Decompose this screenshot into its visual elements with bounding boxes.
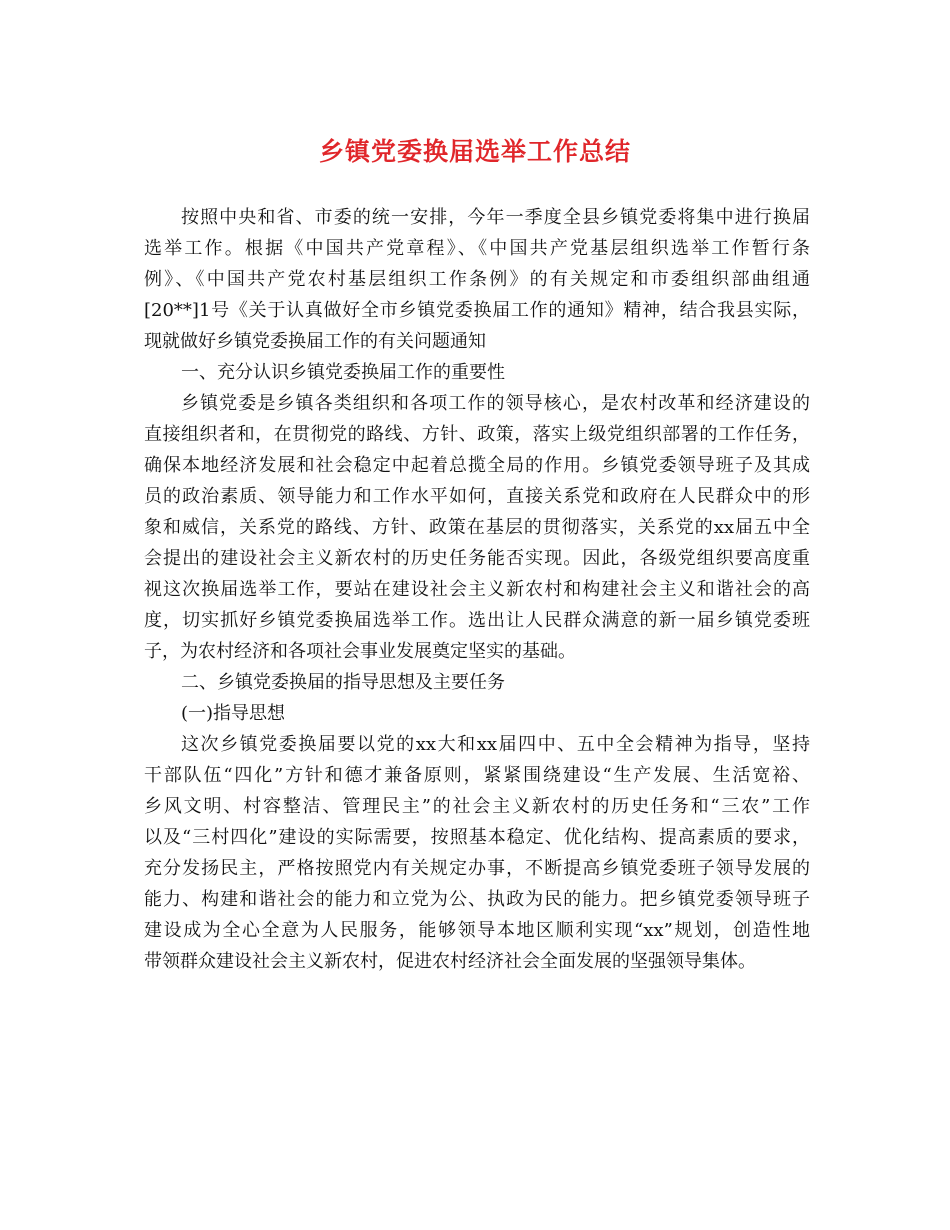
body-line: 子，为农村经济和各项社会事业发展奠定坚实的基础。	[144, 641, 576, 662]
body-line: 视这次换届选举工作，要站在建设社会主义新农村和构建社会主义和谐社会的高	[144, 579, 810, 600]
body-line: 直接组织者和，在贯彻党的路线、方针、政策，落实上级党组织部署的工作任务，	[144, 424, 810, 445]
body-line: 按照中央和省、市委的统一安排，今年一季度全县乡镇党委将集中进行换届	[181, 207, 810, 228]
body-line: 确保本地经济发展和社会稳定中起着总揽全局的作用。乡镇党委领导班子及其成	[144, 455, 810, 476]
body-line: 二、乡镇党委换届的指导思想及主要任务	[181, 672, 505, 693]
document-title: 乡镇党委换届选举工作总结	[318, 137, 631, 166]
body-line: [20**]1号《关于认真做好全市乡镇党委换届工作的通知》精神，结合我县实际，	[144, 300, 810, 321]
body-line: 现就做好乡镇党委换届工作的有关问题通知	[144, 331, 486, 352]
body-line: 充分发扬民主，严格按照党内有关规定办事，不断提高乡镇党委班子领导发展的	[144, 858, 810, 879]
body-line: 象和威信，关系党的路线、方针、政策在基层的贯彻落实，关系党的xx届五中全	[144, 517, 810, 538]
body-line: 例》、《中国共产党农村基层组织工作条例》的有关规定和市委组织部曲组通	[144, 269, 810, 290]
body-line: 选举工作。根据《中国共产党章程》、《中国共产党基层组织选举工作暂行条	[144, 238, 810, 259]
body-line: 度，切实抓好乡镇党委换届选举工作。选出让人民群众满意的新一届乡镇党委班	[144, 610, 810, 631]
body-line: (一)指导思想	[181, 703, 286, 724]
document-body	[144, 202, 810, 977]
body-line: 会提出的建设社会主义新农村的历史任务能否实现。因此，各级党组织要高度重	[144, 548, 810, 569]
body-line: 能力、构建和谐社会的能力和立党为公、执政为民的能力。把乡镇党委领导班子	[144, 889, 810, 910]
body-line: 以及“三村四化”建设的实际需要，按照基本稳定、优化结构、提高素质的要求，	[144, 827, 810, 848]
body-line: 乡风文明、村容整洁、管理民主”的社会主义新农村的历史任务和“三农”工作	[144, 796, 810, 817]
body-line: 干部队伍“四化”方针和德才兼备原则，紧紧围绕建设“生产发展、生活宽裕、	[144, 765, 810, 786]
body-line: 乡镇党委是乡镇各类组织和各项工作的领导核心，是农村改革和经济建设的	[181, 393, 810, 414]
body-line: 一、充分认识乡镇党委换届工作的重要性	[181, 362, 505, 383]
body-line: 带领群众建设社会主义新农村，促进农村经济社会全面发展的坚强领导集体。	[144, 951, 756, 972]
body-line: 这次乡镇党委换届要以党的xx大和xx届四中、五中全会精神为指导，坚持	[181, 734, 810, 755]
body-line: 建设成为全心全意为人民服务，能够领导本地区顺利实现“xx”规划，创造性地	[144, 920, 810, 941]
body-line: 员的政治素质、领导能力和工作水平如何，直接关系党和政府在人民群众中的形	[144, 486, 810, 507]
